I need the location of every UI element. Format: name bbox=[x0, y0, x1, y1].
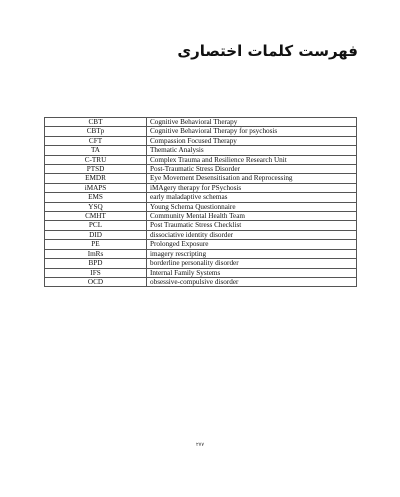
definition-cell: Young Schema Questionnaire bbox=[147, 202, 357, 211]
table-row bbox=[45, 118, 357, 127]
abbreviation-cell: OCD bbox=[45, 277, 147, 286]
abbreviation-cell: CBT bbox=[45, 118, 147, 127]
table-row bbox=[45, 146, 357, 155]
definition-cell: dissociative identity disorder bbox=[147, 230, 357, 239]
abbreviation-cell: YSQ bbox=[45, 202, 147, 211]
abbreviation-cell: C-TRU bbox=[45, 155, 147, 164]
abbreviation-cell: CBTp bbox=[45, 127, 147, 136]
definition-cell: borderline personality disorder bbox=[147, 259, 357, 268]
table-row bbox=[45, 193, 357, 202]
table-row bbox=[45, 212, 357, 221]
abbreviation-cell: TA bbox=[45, 146, 147, 155]
table-row bbox=[45, 136, 357, 145]
abbreviation-cell: DID bbox=[45, 230, 147, 239]
table-row bbox=[45, 155, 357, 164]
definition-cell: Internal Family Systems bbox=[147, 268, 357, 277]
abbreviation-cell: PTSD bbox=[45, 165, 147, 174]
definition-cell: Eye Movement Desensitisation and Reprocessing bbox=[147, 174, 357, 183]
abbreviation-cell: CMHT bbox=[45, 212, 147, 221]
table-row bbox=[45, 249, 357, 258]
abbreviation-cell: PE bbox=[45, 240, 147, 249]
table-row bbox=[45, 127, 357, 136]
definition-cell: Post-Traumatic Stress Disorder bbox=[147, 165, 357, 174]
table-row bbox=[45, 183, 357, 192]
table-row bbox=[45, 221, 357, 230]
definition-cell: imagery rescripting bbox=[147, 249, 357, 258]
definition-cell: Cognitive Behavioral Therapy bbox=[147, 118, 357, 127]
abbreviations-table bbox=[44, 117, 357, 287]
table-row bbox=[45, 230, 357, 239]
abbreviation-cell: EMDR bbox=[45, 174, 147, 183]
definition-cell: iMAgery therapy for PSychosis bbox=[147, 183, 357, 192]
abbreviation-cell: IFS bbox=[45, 268, 147, 277]
definition-cell: Post Traumatic Stress Checklist bbox=[147, 221, 357, 230]
abbreviations-table-body bbox=[45, 118, 357, 287]
definition-cell: Community Mental Health Team bbox=[147, 212, 357, 221]
definition-cell: Thematic Analysis bbox=[147, 146, 357, 155]
table-row bbox=[45, 202, 357, 211]
table-row bbox=[45, 277, 357, 286]
table-row bbox=[45, 259, 357, 268]
definition-cell: Complex Trauma and Resilience Research Unit bbox=[147, 155, 357, 164]
table-row bbox=[45, 268, 357, 277]
table-row bbox=[45, 174, 357, 183]
abbreviation-cell: PCL bbox=[45, 221, 147, 230]
abbreviation-cell: CFT bbox=[45, 136, 147, 145]
page-title: فهرست کلمات اختصاری bbox=[177, 42, 358, 60]
definition-cell: Prolonged Exposure bbox=[147, 240, 357, 249]
definition-cell: Cognitive Behavioral Therapy for psychosis bbox=[147, 127, 357, 136]
table-row bbox=[45, 165, 357, 174]
abbreviation-cell: iMAPS bbox=[45, 183, 147, 192]
page-number: ۲۷۷ bbox=[195, 442, 205, 448]
abbreviation-cell: BPD bbox=[45, 259, 147, 268]
abbreviation-cell: EMS bbox=[45, 193, 147, 202]
definition-cell: Compassion Focused Therapy bbox=[147, 136, 357, 145]
abbreviation-cell: ImRs bbox=[45, 249, 147, 258]
table-row bbox=[45, 240, 357, 249]
definition-cell: obsessive-compulsive disorder bbox=[147, 277, 357, 286]
definition-cell: early maladaptive schemas bbox=[147, 193, 357, 202]
